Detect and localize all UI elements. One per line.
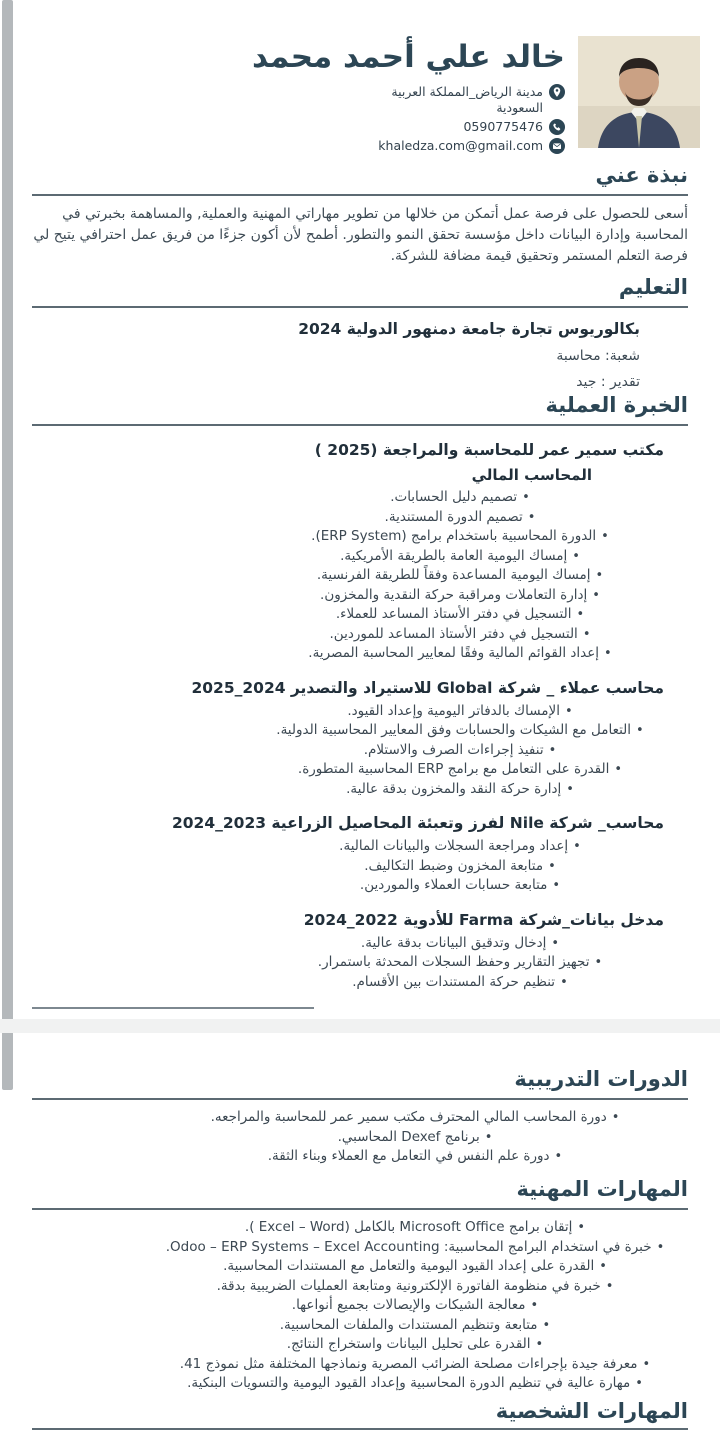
identity-block: [252, 36, 565, 154]
bullet-item: •تصميم دليل الحسابات.: [390, 489, 530, 505]
page-break-gap: [0, 1019, 720, 1033]
bullet-item: •تنظيم حركة المستندات بين الأقسام.: [352, 973, 568, 990]
job-role: المحاسب المالي: [471, 466, 592, 484]
section-courses: [32, 1064, 688, 1167]
bullet-item: •القدرة على تحليل البيانات واستخراج النتائج.: [286, 1336, 544, 1352]
job-bullet-list: [232, 488, 688, 664]
contact-list: [252, 84, 565, 154]
job-bullet-list: [232, 934, 688, 993]
vertical-scrollbar-thumb[interactable]: [2, 0, 13, 1090]
bullet-item: •متابعة المخزون وضبط التكاليف.: [364, 857, 556, 874]
bullet-icon: •: [542, 1317, 551, 1333]
bullet-icon: •: [551, 935, 560, 951]
bullet-icon: •: [592, 587, 600, 603]
bullet-icon: •: [484, 1129, 493, 1145]
skills-bullet-list: [142, 1218, 688, 1394]
bullet-item: •تجهيز التقارير وحفظ السجلات المحدثة باستمرار.: [317, 954, 603, 970]
bullet-icon: •: [614, 762, 623, 777]
bullet-item: •مهارة عالية في تنظيم الدورة المحاسبية وإعداد القيود اليومية والتسويات البنكية.: [187, 1375, 643, 1391]
bullet-item: •خبرة في استخدام البرامج المحاسبية: Odoo – ERP Systems – Excel Accounting.: [165, 1238, 665, 1255]
education-grade: تقدير : جيد: [576, 374, 640, 390]
bullet-item: •الدورة المحاسبية باستخدام برامج (ERP System).: [311, 528, 609, 544]
bullet-item: •خبرة في منظومة الفاتورة الإلكترونية ومتابعة العمليات الضريبية بدقة.: [216, 1277, 614, 1294]
section-experience: [32, 390, 688, 992]
job-title: محاسب عملاء _ شركة Global للاستيراد والتصدير 2024_2025: [191, 678, 664, 697]
bullet-item: •إدارة حركة النقد والمخزون بدقة عالية.: [346, 780, 574, 797]
bullet-item: •متابعة حسابات العملاء والموردين.: [359, 877, 561, 893]
profile-photo: [578, 36, 700, 148]
job-entry-samir-omar: [32, 439, 688, 664]
education-degree: بكالوريوس تجارة جامعة دمنهور الدولية 2024: [298, 320, 640, 338]
bullet-item: •القدرة على التعامل مع برامج ERP المحاسبية المتطورة.: [297, 761, 623, 777]
bullet-item: •إدخال وتدقيق البيانات بدقة عالية.: [360, 934, 560, 951]
bullet-icon: •: [635, 1376, 643, 1391]
candidate-name: خالد علي أحمد محمد: [252, 39, 565, 75]
contact-location: [343, 84, 565, 116]
contact-phone: [463, 119, 565, 135]
education-division: شعبة: محاسبة: [556, 348, 640, 364]
location-text: مدينة الرياض_المملكة العربية السعودية: [391, 84, 543, 115]
bullet-item: •دورة علم النفس في التعامل مع العملاء وبناء الثقة.: [267, 1148, 563, 1164]
about-paragraph: أسعى للحصول على فرصة عمل أتمكن من خلالها من تطوير مهاراتي المهنية والعملية, والمساهمة بخبرتي في المحاسبة وإدارة البيانات داخل مؤسسة تحقق النمو والتطور. أطمح لأن أكون جزءًا من فريق عمل احترافي يتيح لي فرصة التعلم المستمر وتحقيق قيمة مضافة للشركة.: [33, 206, 688, 264]
bullet-item: •معرفة جيدة بإجراءات مصلحة الضرائب المصرية ونماذجها المختلفة مثل نموذج 41.: [179, 1355, 651, 1372]
bullet-icon: •: [572, 548, 580, 564]
email-icon: [549, 138, 565, 154]
phone-text: 0590775476: [463, 119, 543, 134]
bullet-item: •إعداد ومراجعة السجلات والبيانات المالية.: [339, 838, 581, 854]
job-title: مدخل بيانات_شركة Farma للأدوية 2022_2024: [303, 910, 664, 929]
section-skills: [32, 1174, 688, 1394]
bullet-item: •إتقان برامج Microsoft Office بالكامل (Excel – Word ).: [244, 1219, 586, 1235]
bullet-item: •إعداد القوائم المالية وفقًا لمعايير المحاسبة المصرية.: [308, 645, 612, 661]
bullet-icon: •: [642, 1356, 651, 1372]
bullet-item: •متابعة وتنظيم المستندات والملفات المحاسبية.: [279, 1316, 551, 1333]
section-title-personal-skills-partial: المهارات الشخصية: [32, 1398, 688, 1430]
contact-email: [378, 138, 565, 154]
bullet-item: •إدارة التعاملات ومراقبة حركة النقدية والمخزون.: [320, 586, 600, 603]
bullet-item: •تنفيذ إجراءات الصرف والاستلام.: [363, 741, 557, 758]
page1-bottom-divider: [32, 1007, 314, 1009]
bullet-item: •برنامج Dexef المحاسبي.: [337, 1128, 493, 1145]
bullet-icon: •: [656, 1239, 665, 1255]
bullet-item: •التسجيل في دفتر الأستاذ المساعد للعملاء.: [335, 606, 585, 622]
bullet-item: •إمساك اليومية المساعدة وفقاً للطريقة الفرنسية.: [316, 567, 604, 583]
bullet-icon: •: [560, 974, 568, 990]
bullet-icon: •: [522, 490, 530, 505]
bullet-item: •تصميم الدورة المستندية.: [384, 508, 536, 525]
bullet-icon: •: [527, 509, 536, 525]
bullet-item: •التسجيل في دفتر الأستاذ المساعد للموردين.: [329, 625, 591, 642]
bullet-icon: •: [582, 626, 591, 642]
job-entry-global: [32, 677, 688, 800]
bullet-icon: •: [604, 646, 612, 661]
bullet-icon: •: [576, 607, 585, 622]
bullet-icon: •: [548, 858, 556, 874]
bullet-icon: •: [601, 529, 609, 544]
bullet-icon: •: [573, 839, 581, 854]
section-title-skills: المهارات المهنية: [32, 1174, 688, 1210]
bullet-icon: •: [577, 1220, 586, 1235]
courses-bullet-list: [142, 1108, 688, 1167]
resume-header: [252, 36, 700, 154]
job-entry-nile: [32, 812, 688, 896]
section-title-courses: الدورات التدريبية: [32, 1064, 688, 1100]
bullet-icon: •: [548, 742, 557, 758]
bullet-icon: •: [595, 568, 604, 583]
phone-icon: [549, 119, 565, 135]
section-title-education: التعليم: [32, 272, 688, 308]
bullet-icon: •: [594, 955, 603, 970]
bullet-item: •دورة المحاسب المالي المحترف مكتب سمير عمر للمحاسبة والمراجعه.: [210, 1109, 620, 1125]
job-bullet-list: [232, 702, 688, 800]
bullet-item: •معالجة الشيكات والإيصالات بجميع أنواعها.: [291, 1297, 539, 1313]
bullet-icon: •: [530, 1298, 539, 1313]
bullet-item: •الإمساك بالدفاتر اليومية وإعداد القيود.: [347, 702, 573, 719]
location-pin-icon: [549, 84, 565, 100]
section-title-experience: الخبرة العملية: [32, 390, 688, 426]
job-entry-farma: [32, 909, 688, 993]
job-title: محاسب_ شركة Nile لفرز وتعبئة المحاصيل الزراعية 2023_2024: [171, 814, 664, 832]
bullet-item: •التعامل مع الشيكات والحسابات وفق المعايير المحاسبية الدولية.: [276, 722, 644, 738]
bullet-item: •إمساك اليومية العامة بالطريقة الأمريكية.: [340, 547, 580, 564]
section-title-about: نبذة عني: [32, 160, 688, 196]
bullet-icon: •: [535, 1337, 544, 1352]
bullet-icon: •: [599, 1259, 607, 1274]
email-text: khaledza.com@gmail.com: [378, 138, 543, 153]
bullet-item: •القدرة على إعداد القيود اليومية والتعامل مع المستندات المحاسبية.: [223, 1258, 607, 1274]
section-about: [32, 160, 688, 267]
bullet-icon: •: [611, 1110, 620, 1125]
bullet-icon: •: [636, 723, 644, 738]
job-bullet-list: [232, 837, 688, 896]
bullet-icon: •: [552, 878, 561, 893]
section-education: [32, 272, 688, 392]
education-entry: [32, 318, 688, 392]
bullet-icon: •: [605, 1278, 614, 1294]
job-title: مكتب سمير عمر للمحاسبة والمراجعة (2025 ): [314, 441, 664, 459]
bullet-icon: •: [564, 703, 573, 719]
bullet-icon: •: [566, 781, 574, 797]
bullet-icon: •: [554, 1149, 563, 1164]
